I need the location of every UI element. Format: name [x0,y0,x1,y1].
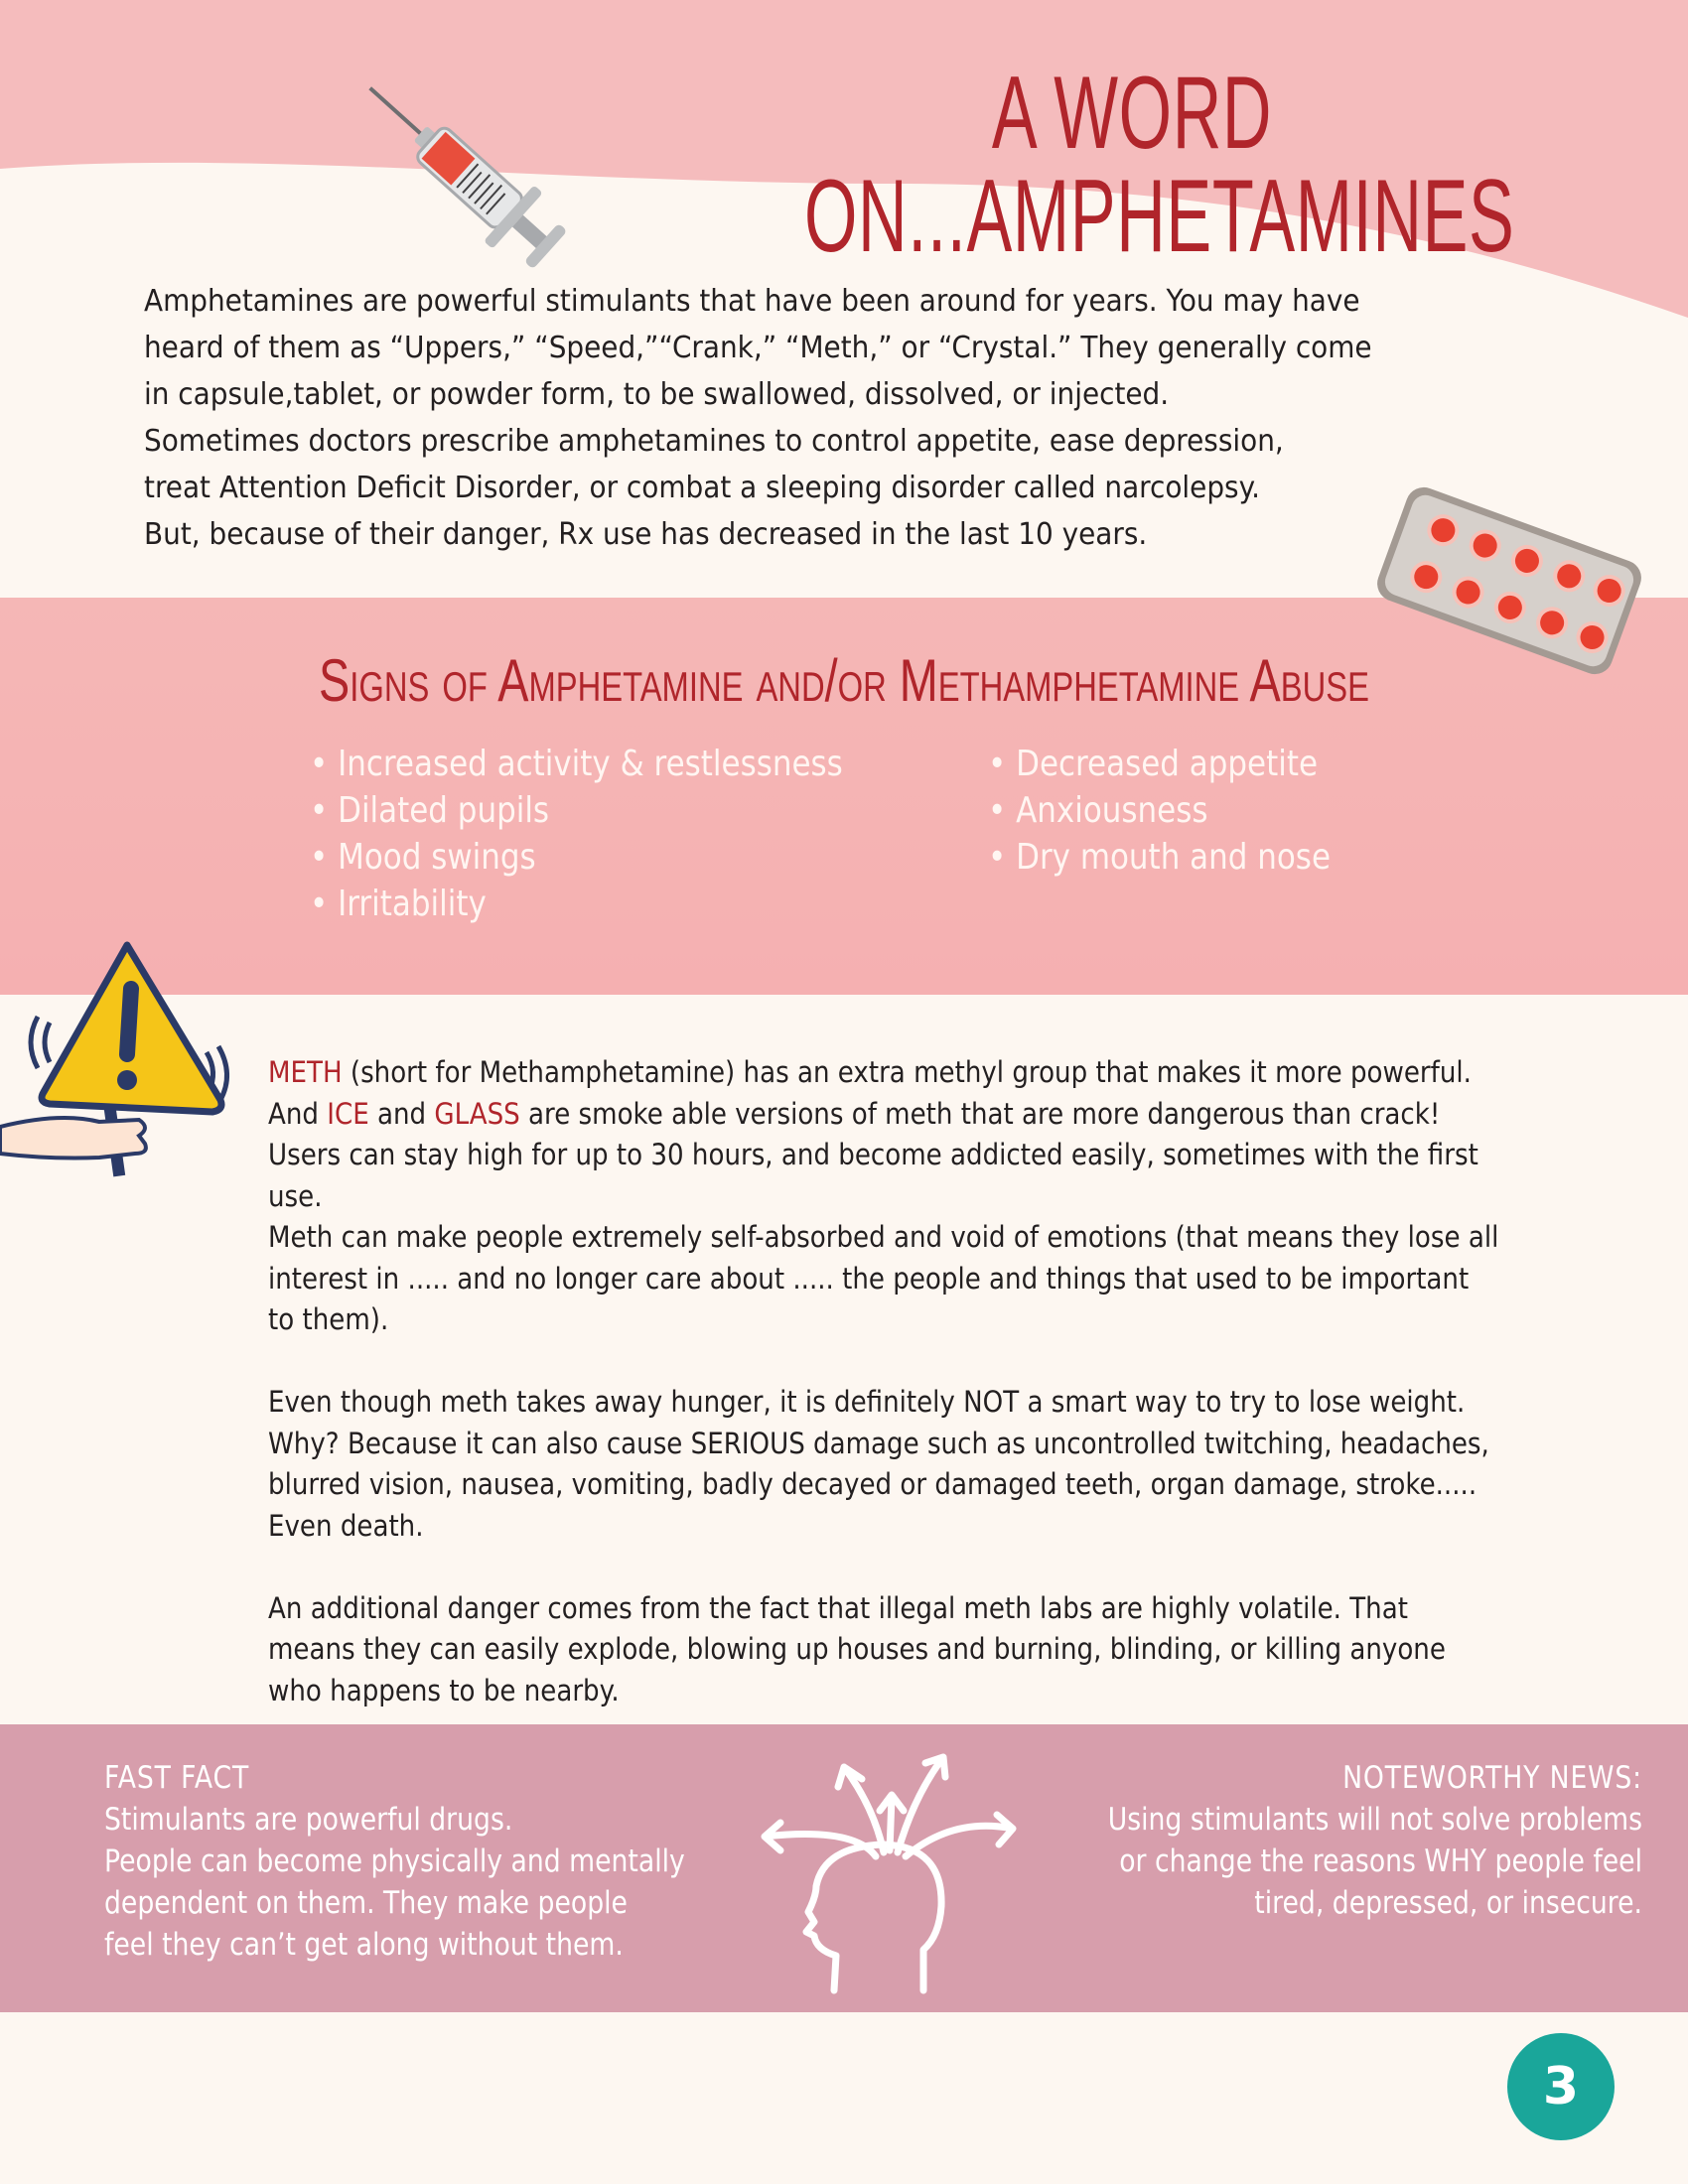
fast-fact-line: feel they can’t get along without them. [104,1927,624,1963]
meth-section [268,1052,1501,1753]
glass-term: GLASS [434,1096,520,1131]
signs-list-left [310,741,929,927]
intro-line: But, because of their danger, Rx use has decreased in the last 10 years. [144,517,1148,552]
meth-text-span: and [368,1096,435,1131]
fast-fact-box [104,1757,702,1966]
meth-paragraph-3: An additional danger comes from the fact that illegal meth labs are highly volatile. That means they can easily explode, blowing up houses and burning, blinding, or killing anyone who happens to be nearby. [268,1590,1446,1707]
ice-term: ICE [327,1096,369,1131]
meth-term: METH [268,1055,343,1089]
signs-list-right [988,741,1386,881]
page-number: 3 [1507,2033,1615,2140]
intro-line: treat Attention Deficit Disorder, or combat a sleeping disorder called narcolepsy. [144,471,1261,505]
meth-text-span: are smoke able versions of meth that are more dangerous than crack! [519,1096,1441,1131]
meth-text-span: (short for Methamphetamine) has an extra methyl group that makes it more powerful. [342,1055,1472,1089]
intro-line: Sometimes doctors prescribe amphetamines to control appetite, ease depression, [144,424,1284,459]
intro-line: heard of them as “Uppers,” “Speed,”“Crank,” “Meth,” or “Crystal.” They generally come [144,331,1372,365]
list-item: • Increased activity & restlessness [310,744,843,784]
list-item: • Irritability [310,884,487,924]
list-item: • Decreased appetite [988,744,1319,784]
intro-paragraph [144,278,1418,558]
fast-fact-line: People can become physically and mentally [104,1843,685,1879]
fast-fact-heading: FAST FACT [104,1760,250,1796]
list-item: • Dry mouth and nose [988,837,1331,878]
meth-text-span: Users can stay high for up to 30 hours, and become addicted easily, sometimes with the first use. [268,1138,1478,1213]
news-box [1045,1757,1642,1924]
list-item: • Dilated pupils [310,790,550,831]
news-line: or change the reasons WHY people feel [1119,1843,1642,1879]
list-item: • Mood swings [310,837,536,878]
head-arrows-icon [745,1737,1033,2005]
list-item: • Anxiousness [988,790,1208,831]
page-title: A WORD ON...AMPHETAMINES [804,56,1515,274]
news-heading: NOTEWORTHY NEWS: [1342,1760,1642,1796]
meth-text-span: And [268,1096,328,1131]
warning-sign-icon [0,933,248,1181]
meth-paragraph-1 [268,1052,1501,1217]
intro-line: Amphetamines are powerful stimulants that have been around for years. You may have [144,284,1360,319]
meth-paragraph-1b: Meth can make people extremely self-absorbed and void of emotions (that means they lose all interest in ..... and no longer care about ..... the people and things that used to be important to them). [268,1220,1499,1336]
news-line: tired, depressed, or insecure. [1254,1885,1642,1921]
intro-line: in capsule,tablet, or powder form, to be swallowed, dissolved, or injected. [144,377,1170,412]
meth-paragraph-2: Even though meth takes away hunger, it is definitely NOT a smart way to try to lose weight. Why? Because it can also cause SERIOUS damage such as uncontrolled twitching, headaches, blurred vision, nausea, vomiting, badly decayed or damaged teeth, organ damage, stroke..... Even death. [268,1385,1489,1543]
fast-fact-line: dependent on them. They make people [104,1885,628,1921]
news-line: Using stimulants will not solve problems [1107,1802,1642,1838]
signs-heading: Signs of Amphetamine and/or Methamphetamine Abuse [319,647,1369,714]
syringe-icon [352,65,581,283]
fast-fact-line: Stimulants are powerful drugs. [104,1802,513,1838]
